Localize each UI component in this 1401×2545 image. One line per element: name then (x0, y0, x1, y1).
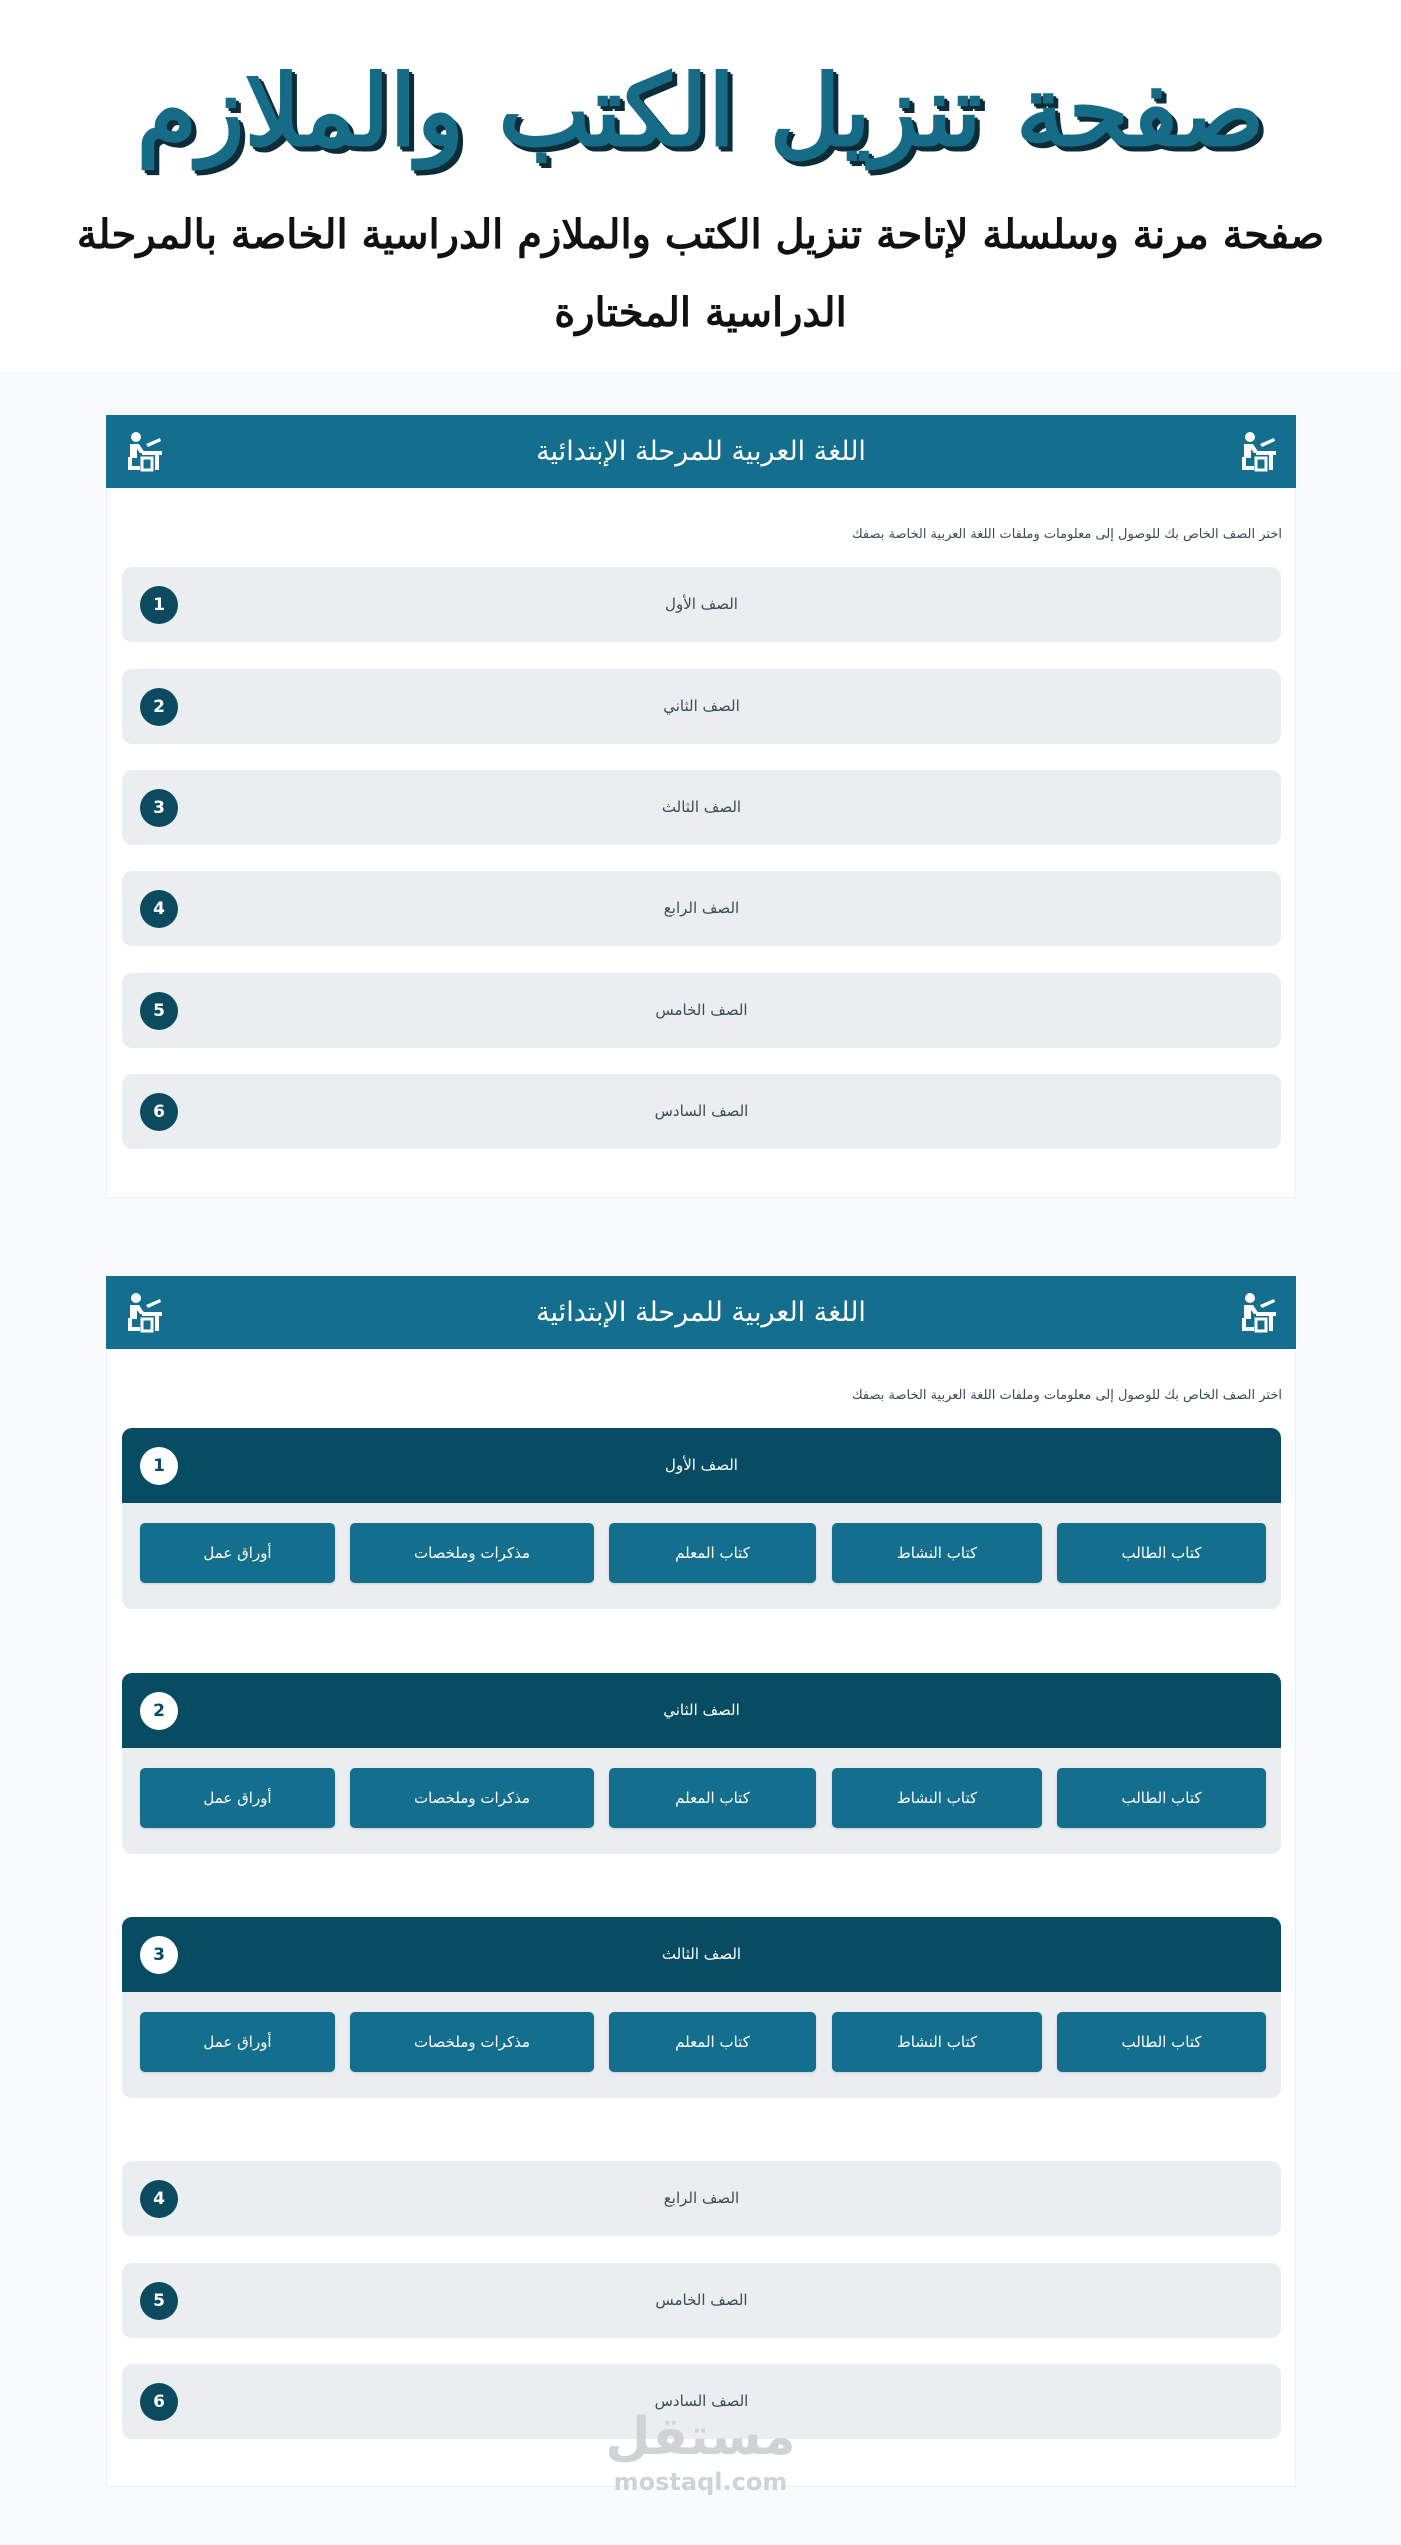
grade-row-3 (122, 1917, 1281, 2098)
worksheets-button[interactable]: أوراق عمل (140, 1768, 335, 1828)
activity-book-button[interactable]: كتاب النشاط (832, 1523, 1042, 1583)
activity-book-button[interactable]: كتاب النشاط (832, 2012, 1042, 2072)
grade-number-badge: 6 (140, 2383, 178, 2421)
grade-bar[interactable] (122, 1428, 1281, 1503)
grade-label: الصف السادس (654, 2392, 749, 2410)
grade-label: الصف السادس (654, 1102, 749, 1120)
student-book-button[interactable]: كتاب الطالب (1057, 1768, 1266, 1828)
hero-section (0, 0, 1401, 372)
notes-button[interactable]: مذكرات وملخصات (350, 1523, 594, 1583)
page-subtitle: صفحة مرنة وسلسلة لإتاحة تنزيل الكتب والملازم الدراسية الخاصة بالمرحلة الدراسية المختارة (76, 211, 1325, 336)
grade-bar[interactable] (122, 871, 1281, 946)
card-header (106, 1276, 1296, 1349)
teacher-book-button[interactable]: كتاب المعلم (609, 1768, 816, 1828)
notes-button[interactable]: مذكرات وملخصات (350, 1768, 594, 1828)
grade-label: الصف الأول (665, 595, 738, 613)
grade-bar[interactable] (122, 1917, 1281, 1992)
grade-row-1[interactable] (122, 567, 1281, 642)
worksheets-button[interactable]: أوراق عمل (140, 1523, 335, 1583)
grade-number-badge: 2 (140, 1692, 178, 1730)
grade-row-5[interactable] (122, 973, 1281, 1048)
card-title: اللغة العربية للمرحلة الإبتدائية (536, 1297, 866, 1328)
subject-card-collapsed (106, 415, 1296, 1198)
grade-row-6[interactable] (122, 1074, 1281, 1149)
grade-bar[interactable] (122, 2364, 1281, 2439)
grade-label: الصف الثاني (663, 697, 740, 715)
grade-row-2[interactable] (122, 669, 1281, 744)
grade-number-badge: 2 (140, 688, 178, 726)
grade-row-5[interactable] (122, 2263, 1281, 2338)
grade-resources (122, 1503, 1281, 1609)
grade-number-badge: 1 (140, 1447, 178, 1485)
grade-bar[interactable] (122, 973, 1281, 1048)
grade-number-badge: 3 (140, 1936, 178, 1974)
watermark-domain: mostaql.com (613, 2468, 788, 2496)
student-book-button[interactable]: كتاب الطالب (1057, 1523, 1266, 1583)
card-description: اختر الصف الخاص بك للوصول إلى معلومات وملفات اللغة العربية الخاصة بصفك (851, 527, 1282, 542)
grade-number-badge: 5 (140, 992, 178, 1030)
student-book-button[interactable]: كتاب الطالب (1057, 2012, 1266, 2072)
activity-book-button[interactable]: كتاب النشاط (832, 1768, 1042, 1828)
card-title: اللغة العربية للمرحلة الإبتدائية (536, 436, 866, 467)
grade-bar[interactable] (122, 770, 1281, 845)
student-desk-icon (1236, 430, 1280, 474)
card-header (106, 415, 1296, 488)
watermark-logo: مستقل (605, 2407, 796, 2467)
grade-label: الصف الرابع (663, 2189, 740, 2207)
grade-label: الصف الثاني (663, 1701, 740, 1719)
grade-bar[interactable] (122, 2161, 1281, 2236)
grade-resources (122, 1992, 1281, 2098)
grade-row-1 (122, 1428, 1281, 1609)
subject-card-expanded (106, 1276, 1296, 2487)
grade-number-badge: 3 (140, 789, 178, 827)
grade-row-4[interactable] (122, 871, 1281, 946)
card-description: اختر الصف الخاص بك للوصول إلى معلومات وملفات اللغة العربية الخاصة بصفك (851, 1388, 1282, 1403)
page-title: صفحة تنزيل الكتب والملازم (136, 54, 1265, 169)
notes-button[interactable]: مذكرات وملخصات (350, 2012, 594, 2072)
grade-bar[interactable] (122, 1074, 1281, 1149)
grade-label: الصف الخامس (655, 2291, 748, 2309)
grade-bar[interactable] (122, 2263, 1281, 2338)
teacher-book-button[interactable]: كتاب المعلم (609, 1523, 816, 1583)
grade-label: الصف الرابع (663, 899, 740, 917)
grade-bar[interactable] (122, 1673, 1281, 1748)
grade-label: الصف الأول (665, 1456, 738, 1474)
grade-row-4[interactable] (122, 2161, 1281, 2236)
grade-row-3[interactable] (122, 770, 1281, 845)
grade-label: الصف الثالث (661, 798, 742, 816)
worksheets-button[interactable]: أوراق عمل (140, 2012, 335, 2072)
grade-number-badge: 6 (140, 1093, 178, 1131)
student-desk-icon (1236, 1291, 1280, 1335)
grade-row-6[interactable] (122, 2364, 1281, 2439)
grade-label: الصف الثالث (661, 1945, 742, 1963)
grade-number-badge: 1 (140, 586, 178, 624)
teacher-book-button[interactable]: كتاب المعلم (609, 2012, 816, 2072)
grade-row-2 (122, 1673, 1281, 1854)
grade-resources (122, 1748, 1281, 1854)
grade-number-badge: 4 (140, 2180, 178, 2218)
grade-number-badge: 4 (140, 890, 178, 928)
grade-number-badge: 5 (140, 2282, 178, 2320)
grade-bar[interactable] (122, 567, 1281, 642)
grade-label: الصف الخامس (655, 1001, 748, 1019)
grade-bar[interactable] (122, 669, 1281, 744)
